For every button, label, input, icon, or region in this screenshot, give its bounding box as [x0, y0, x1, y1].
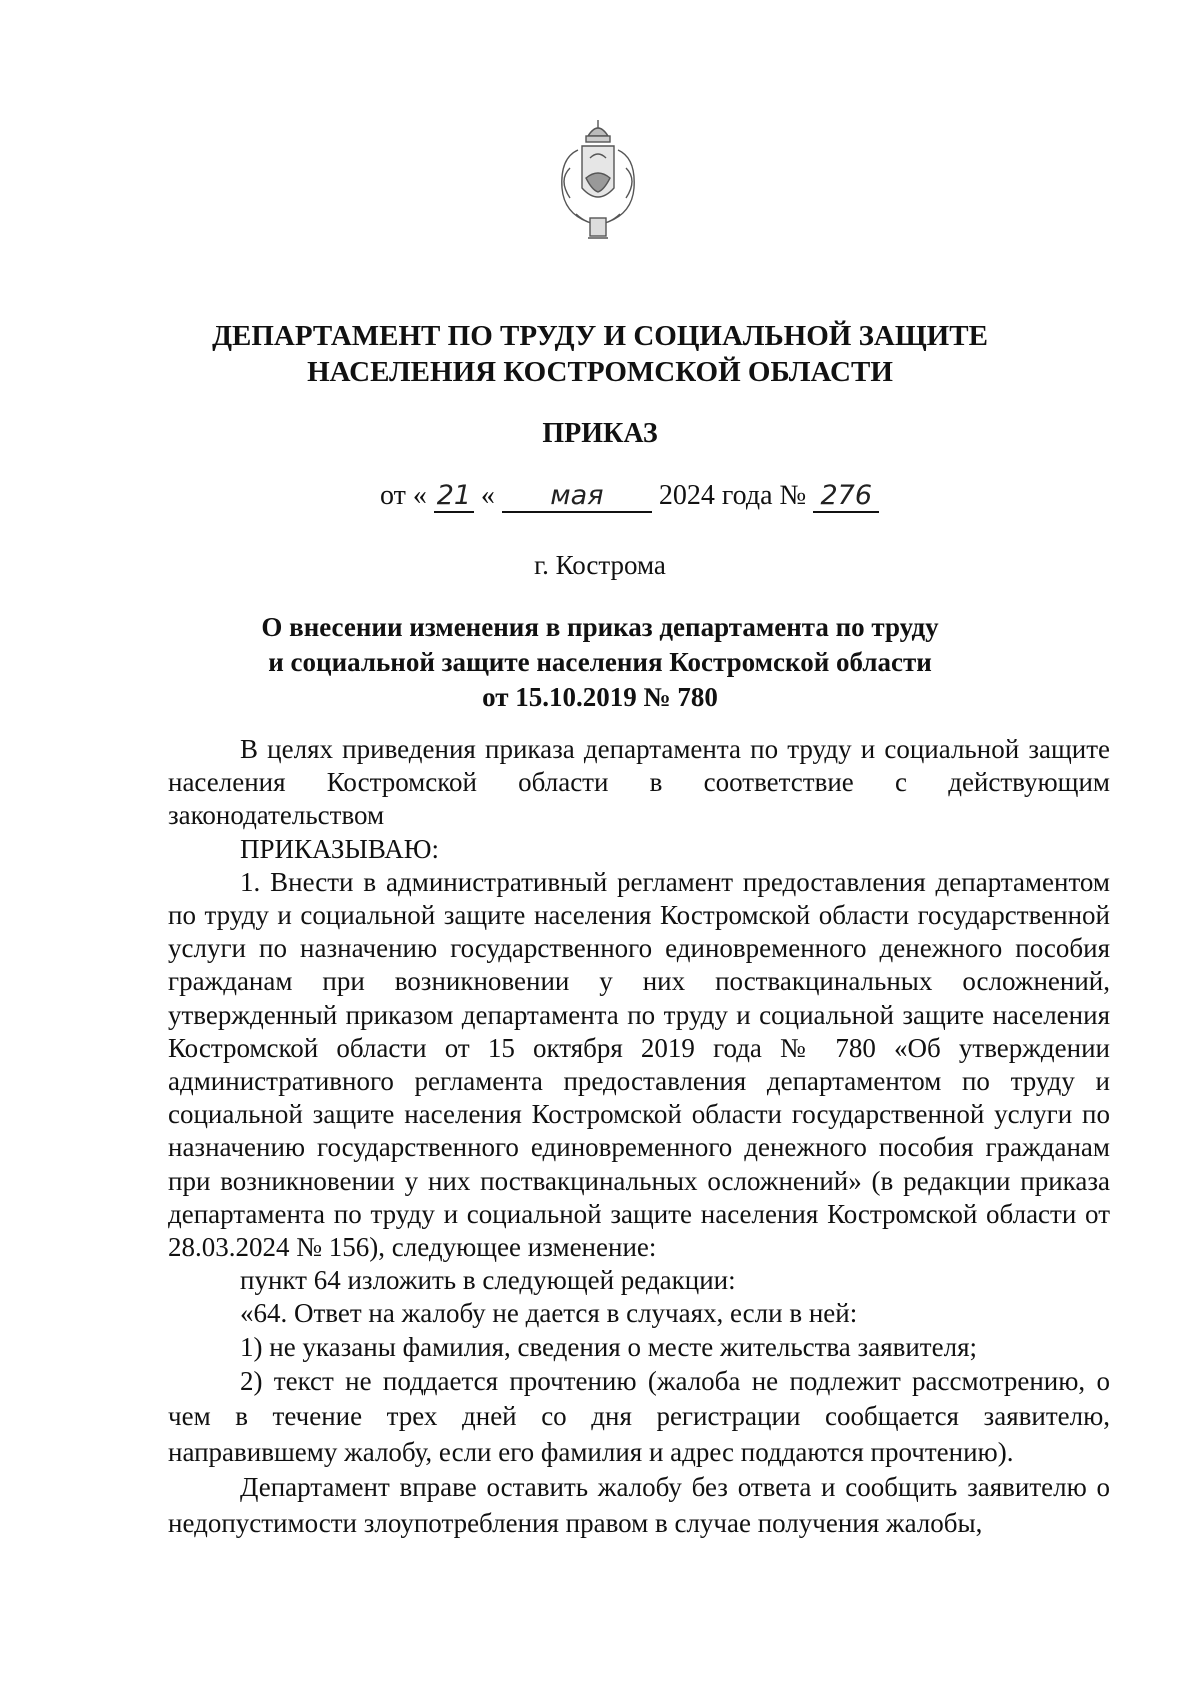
date-month: мая [502, 481, 652, 513]
department-line-2: НАСЕЛЕНИЯ КОСТРОМСКОЙ ОБЛАСТИ [307, 356, 893, 388]
department-name [0, 318, 1200, 390]
document-type: ПРИКАЗ [542, 418, 658, 449]
date-separator: « [480, 480, 495, 511]
subject-line-1: О внесении изменения в приказ департамента по труду [261, 612, 939, 642]
subject-line-2: и социальной защите населения Костромской области [268, 647, 932, 677]
date-year: 2024 года № [658, 480, 807, 511]
item-1-paragraph: 1. Внести в административный регламент предоставления департаментом по труду и социальной защите населения Костромской области государственной услуги по назначению государственного единовременного денежного пособия гражданам при возникновении у них поствакцинальных осложнений, утвержденный приказом департамента по труду и социальной защите населения Костромской области от 15 октября 2019 года № 780 «Об утверждении административного регламента предоставления департаментом по труду и социальной защите населения Костромской области государственной услуги по назначению государственного единовременного денежного пособия гражданам при возникновении у них поствакцинальных осложнений» (в редакции приказа департамента по труду и социальной защите населения Костромской области от 28.03.2024 № 156), следующее изменение: [168, 866, 1110, 1263]
last-paragraph: Департамент вправе оставить жалобу без ответа и сообщить заявителю о недопустимости злоупотребления правом в случае получения жалобы, [168, 1472, 1110, 1538]
date-day: 21 [434, 481, 474, 513]
date-prefix: от « [380, 480, 427, 511]
department-line-1: ДЕПАРТАМЕНТ ПО ТРУДУ И СОЦИАЛЬНОЙ ЗАЩИТЕ [212, 320, 988, 352]
point-64-intro: пункт 64 изложить в следующей редакции: [240, 1265, 736, 1296]
coat-of-arms-icon [548, 118, 648, 248]
city: г. Кострома [534, 550, 666, 580]
intro-paragraph: В целях приведения приказа департамента по труду и социальной защите населения Костромской области в соответствие с действующим законодательством [168, 734, 1110, 831]
point-64-text: «64. Ответ на жалобу не дается в случаях, если в ней: [240, 1298, 858, 1329]
subpoint-1: 1) не указаны фамилия, сведения о месте жительства заявителя; [240, 1331, 977, 1362]
order-subject [0, 610, 1200, 715]
order-number: 276 [813, 481, 879, 513]
order-word: ПРИКАЗЫВАЮ: [240, 833, 439, 864]
date-line [380, 480, 879, 513]
order-body [168, 733, 1110, 1541]
subpoint-2: 2) текст не поддается прочтению (жалоба не подлежит рассмотрению, о чем в течение трех дней со дня регистрации сообщается заявителю, направившему жалобу, если его фамилия и адрес поддаются прочтению). [168, 1365, 1110, 1467]
subject-line-3: от 15.10.2019 № 780 [482, 682, 718, 712]
